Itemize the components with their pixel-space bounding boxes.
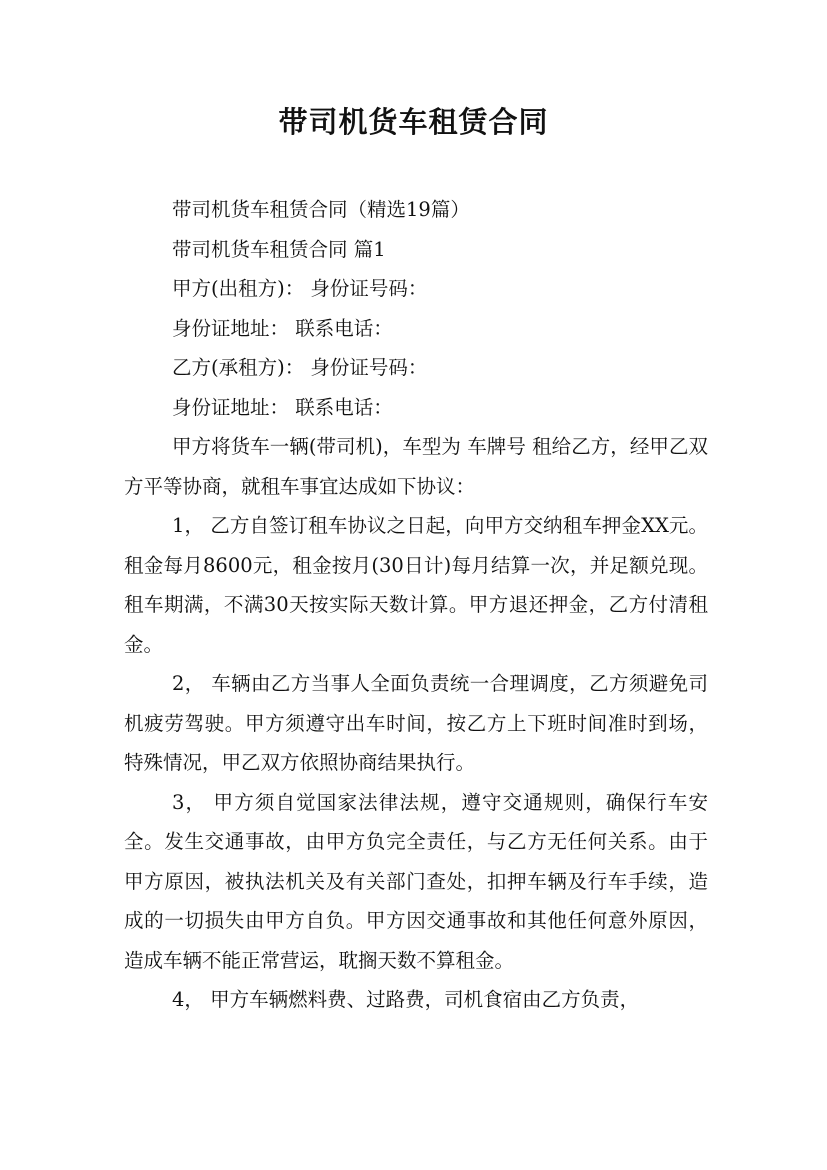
document-body: [124, 190, 708, 1020]
clause-4-paragraph: 4， 甲方车辆燃料费、过路费，司机食宿由乙方负责，: [172, 988, 640, 1011]
party-a-line: 甲方(出租方)： 身份证号码：: [172, 277, 428, 300]
subtitle-line: 带司机货车租赁合同（精选19篇）: [172, 198, 470, 221]
intro-paragraph: 甲方将货车一辆(带司机)，车型为 车牌号 租给乙方，经甲乙双方平等协商，就租车事宜达成如下协议：: [124, 435, 708, 498]
party-b-line: 乙方(承租方)： 身份证号码：: [172, 356, 428, 379]
party-a-address-line: 身份证地址： 联系电话：: [172, 316, 393, 340]
clause-2-paragraph: 2， 车辆由乙方当事人全面负责统一合理调度，乙方须避免司机疲劳驾驶。甲方须遵守出车时间，按乙方上下班时间准时到场，特殊情况，甲乙双方依照协商结果执行。: [124, 672, 708, 774]
clause-3-paragraph: 3， 甲方须自觉国家法律法规，遵守交通规则，确保行车安全。发生交通事故，由甲方负完全责任，与乙方无任何关系。由于甲方原因，被执法机关及有关部门查处，扣押车辆及行车手续，造成的一切损失由甲方自负。甲方因交通事故和其他任何意外原因，造成车辆不能正常营运，耽搁天数不算租金。: [124, 790, 708, 972]
clause-1-paragraph: 1， 乙方自签订租车协议之日起，向甲方交纳租车押金XX元。租金每月8600元，租金按月(30日计)每月结算一次，并足额兑现。租车期满，不满30天按实际天数计算。甲方退还押金，乙方付清租金。: [124, 514, 708, 656]
party-b-address-line: 身份证地址： 联系电话：: [172, 395, 393, 419]
document-title: 带司机货车租赁合同: [278, 105, 549, 139]
section-heading: 带司机货车租赁合同 篇1: [172, 237, 386, 261]
